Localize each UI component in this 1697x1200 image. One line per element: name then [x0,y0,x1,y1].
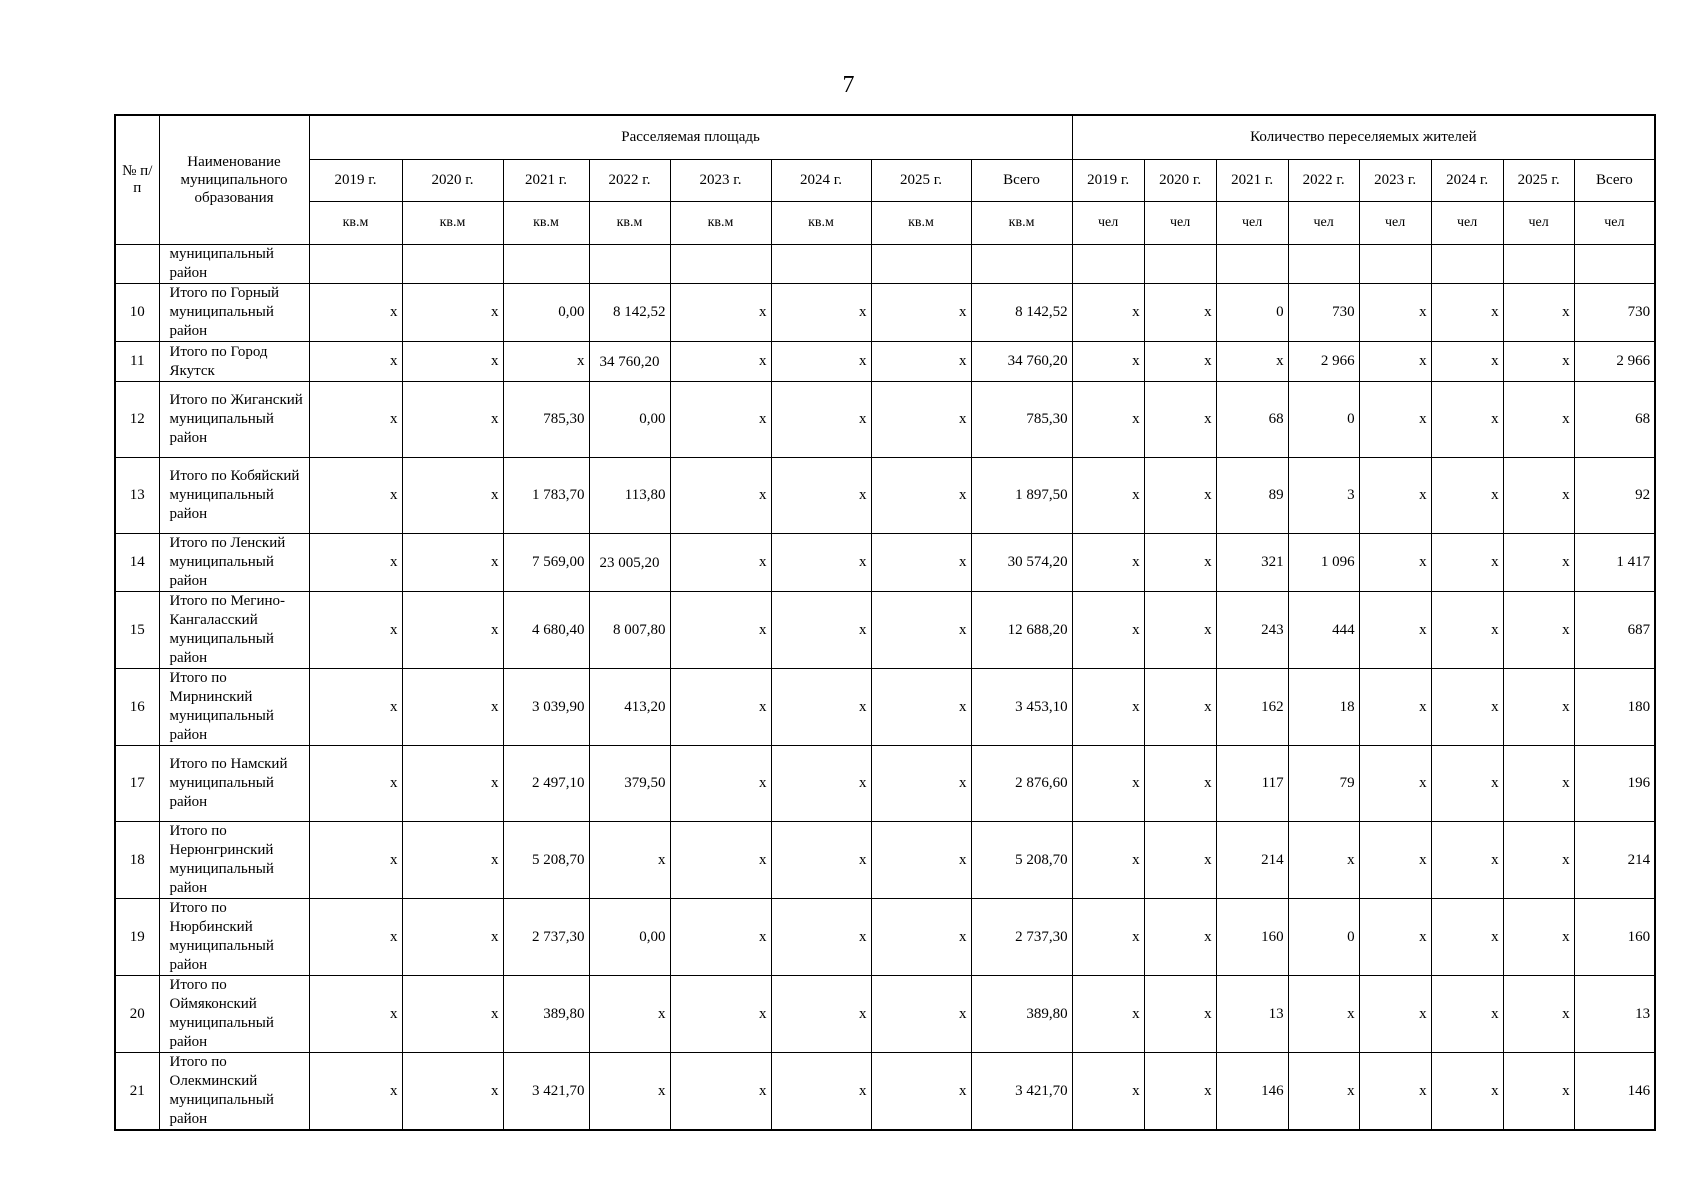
people-value-cell: x [1503,899,1574,976]
area-value-cell: 0,00 [589,382,670,458]
people-value-cell: x [1072,1053,1144,1131]
area-unit-header: кв.м [670,202,771,245]
area-value-cell: x [670,458,771,534]
row-number: 18 [115,822,159,899]
people-value-cell: 180 [1574,669,1655,746]
people-year-header: 2023 г. [1359,160,1431,202]
people-year-header: 2024 г. [1431,160,1503,202]
area-value-cell: 23 005,20 [589,534,670,592]
area-value-cell: 785,30 [971,382,1072,458]
municipality-name: Итого по Мегино-Кангаласский муниципальный район [159,592,309,669]
people-value-cell: 79 [1288,746,1359,822]
people-value-cell: x [1503,458,1574,534]
people-value-cell: 146 [1574,1053,1655,1131]
area-value-cell: 8 142,52 [589,284,670,342]
area-value-cell: x [402,669,503,746]
people-value-cell: 160 [1216,899,1288,976]
area-value-cell: x [589,1053,670,1131]
table-row [115,592,1655,669]
municipality-name: Итого по Ленский муниципальный район [159,534,309,592]
table-row [115,669,1655,746]
area-year-header: 2024 г. [771,160,871,202]
area-value-cell: 30 574,20 [971,534,1072,592]
area-value-cell: x [402,534,503,592]
people-value-cell: x [1144,746,1216,822]
people-value-cell: x [1359,382,1431,458]
people-value-cell: x [1144,342,1216,382]
area-value-cell: x [309,822,402,899]
people-value-cell: 117 [1216,746,1288,822]
people-value-cell: x [1144,899,1216,976]
area-value-cell: 5 208,70 [971,822,1072,899]
area-value-cell: 0,00 [589,899,670,976]
row-number: 17 [115,746,159,822]
people-unit-header: чел [1072,202,1144,245]
people-value-cell: 214 [1216,822,1288,899]
area-value-cell: x [670,976,771,1053]
row-number: 21 [115,1053,159,1131]
area-value-cell: 5 208,70 [503,822,589,899]
table-row [115,342,1655,382]
people-value-cell: x [1431,899,1503,976]
people-value-cell: 13 [1574,976,1655,1053]
people-value-cell: x [1359,1053,1431,1131]
people-value-cell: 92 [1574,458,1655,534]
area-value-cell: x [309,669,402,746]
people-value-cell: x [1359,669,1431,746]
people-value-cell: x [1431,342,1503,382]
area-value-cell: 4 680,40 [503,592,589,669]
area-value-cell [871,245,971,284]
people-value-cell: 214 [1574,822,1655,899]
row-number: 15 [115,592,159,669]
area-value-cell: x [670,899,771,976]
area-value-cell: 389,80 [971,976,1072,1053]
people-unit-header: чел [1359,202,1431,245]
people-value-cell [1359,245,1431,284]
people-value-cell: 444 [1288,592,1359,669]
area-unit-header: кв.м [971,202,1072,245]
area-value-cell: x [871,976,971,1053]
table-row [115,899,1655,976]
area-value-cell: 1 783,70 [503,458,589,534]
people-value-cell: x [1503,382,1574,458]
people-value-cell: 146 [1216,1053,1288,1131]
people-value-cell [1072,245,1144,284]
area-unit-header: кв.м [871,202,971,245]
people-value-cell: x [1359,284,1431,342]
area-value-cell: x [871,746,971,822]
people-value-cell: x [1503,976,1574,1053]
people-value-cell: 1 096 [1288,534,1359,592]
table-body [115,245,1655,1131]
area-value-cell: 2 497,10 [503,746,589,822]
area-year-header: 2021 г. [503,160,589,202]
people-value-cell: x [1144,284,1216,342]
table-row [115,976,1655,1053]
row-number: 13 [115,458,159,534]
people-value-cell: x [1072,342,1144,382]
area-value-cell: 785,30 [503,382,589,458]
people-value-cell: x [1072,899,1144,976]
area-value-cell: x [309,1053,402,1131]
area-value-cell: x [589,976,670,1053]
area-value-cell: x [670,592,771,669]
people-value-cell: x [1359,342,1431,382]
municipality-name: Итого по Нюрбинский муниципальный район [159,899,309,976]
people-value-cell: 3 [1288,458,1359,534]
area-value-cell: 3 453,10 [971,669,1072,746]
area-value-cell: x [771,382,871,458]
people-value-cell: 2 966 [1574,342,1655,382]
area-value-cell: 1 897,50 [971,458,1072,534]
area-value-cell [309,245,402,284]
people-value-cell: x [1144,382,1216,458]
people-value-cell: x [1503,342,1574,382]
people-value-cell: x [1359,746,1431,822]
area-value-cell: x [670,746,771,822]
municipality-name: муниципальный район [159,245,309,284]
people-value-cell: x [1072,382,1144,458]
people-value-cell: x [1288,1053,1359,1131]
people-value-cell: 687 [1574,592,1655,669]
area-value-cell [771,245,871,284]
area-value-cell: x [589,822,670,899]
people-year-header: 2025 г. [1503,160,1574,202]
row-number: 12 [115,382,159,458]
table-row [115,1053,1655,1131]
people-value-cell: x [1144,458,1216,534]
row-number: 19 [115,899,159,976]
row-number: 14 [115,534,159,592]
area-value-cell: x [309,284,402,342]
area-value-cell [589,245,670,284]
area-year-header: 2023 г. [670,160,771,202]
area-year-header: 2020 г. [402,160,503,202]
area-value-cell: x [670,669,771,746]
area-year-header: 2022 г. [589,160,670,202]
area-value-cell: x [670,534,771,592]
people-unit-header: чел [1431,202,1503,245]
area-value-cell: 413,20 [589,669,670,746]
area-value-cell: x [771,976,871,1053]
people-year-header: 2019 г. [1072,160,1144,202]
area-value-cell: x [670,284,771,342]
people-value-cell: 13 [1216,976,1288,1053]
table-row [115,382,1655,458]
people-value-cell: 68 [1216,382,1288,458]
area-value-cell: x [402,899,503,976]
people-value-cell: 2 966 [1288,342,1359,382]
people-value-cell: 18 [1288,669,1359,746]
area-value-cell: 0,00 [503,284,589,342]
people-value-cell: x [1359,822,1431,899]
num-header: № п/п [115,115,159,245]
people-year-header: 2021 г. [1216,160,1288,202]
area-unit-header: кв.м [589,202,670,245]
people-group-header: Количество переселяемых жителей [1072,115,1655,160]
area-value-cell: x [309,592,402,669]
people-value-cell: x [1072,746,1144,822]
people-value-cell: 68 [1574,382,1655,458]
area-value-cell: x [402,342,503,382]
people-value-cell: x [1288,822,1359,899]
people-value-cell: x [1503,534,1574,592]
people-value-cell: 321 [1216,534,1288,592]
people-value-cell: x [1431,746,1503,822]
area-value-cell: 12 688,20 [971,592,1072,669]
people-value-cell [1144,245,1216,284]
people-value-cell: x [1503,284,1574,342]
people-value-cell: x [1072,976,1144,1053]
area-value-cell: 34 760,20 [971,342,1072,382]
row-number: 10 [115,284,159,342]
area-value-cell: x [309,382,402,458]
table-row [115,284,1655,342]
people-value-cell: x [1359,899,1431,976]
table-header [115,115,1655,245]
people-value-cell: x [1503,1053,1574,1131]
name-header: Наименование муниципального образования [159,115,309,245]
area-unit-header: кв.м [309,202,402,245]
area-unit-header: кв.м [771,202,871,245]
people-value-cell: x [1072,669,1144,746]
area-value-cell: x [871,458,971,534]
municipality-name: Итого по Город Якутск [159,342,309,382]
row-number: 11 [115,342,159,382]
people-value-cell: x [1072,822,1144,899]
people-value-cell [1288,245,1359,284]
people-value-cell: 196 [1574,746,1655,822]
people-value-cell: x [1431,976,1503,1053]
people-value-cell: x [1431,382,1503,458]
area-value-cell: x [771,1053,871,1131]
area-value-cell: x [402,284,503,342]
area-value-cell: 379,50 [589,746,670,822]
area-value-cell: x [871,382,971,458]
people-value-cell: x [1431,284,1503,342]
area-value-cell: 7 569,00 [503,534,589,592]
people-value-cell: 0 [1288,899,1359,976]
area-value-cell: 8 142,52 [971,284,1072,342]
area-value-cell: x [871,669,971,746]
people-value-cell: x [1072,284,1144,342]
area-value-cell [402,245,503,284]
area-value-cell: x [871,284,971,342]
people-value-cell: x [1072,458,1144,534]
area-value-cell: 34 760,20 [589,342,670,382]
area-value-cell: 8 007,80 [589,592,670,669]
people-value-cell: x [1503,592,1574,669]
people-value-cell: 160 [1574,899,1655,976]
area-value-cell: 3 039,90 [503,669,589,746]
row-number: 16 [115,669,159,746]
people-value-cell: 730 [1288,284,1359,342]
area-unit-header: кв.м [402,202,503,245]
area-value-cell: x [871,822,971,899]
people-value-cell: x [1144,976,1216,1053]
people-value-cell: x [1144,822,1216,899]
unit-header-row [115,202,1655,245]
area-value-cell: 389,80 [503,976,589,1053]
area-value-cell: x [309,976,402,1053]
area-value-cell: x [771,822,871,899]
table-row [115,458,1655,534]
area-value-cell: x [771,669,871,746]
area-value-cell: x [771,458,871,534]
area-value-cell: x [871,534,971,592]
people-value-cell: x [1359,592,1431,669]
area-value-cell: x [402,1053,503,1131]
people-value-cell: x [1503,669,1574,746]
row-number [115,245,159,284]
area-value-cell: x [871,592,971,669]
people-value-cell: x [1216,342,1288,382]
area-value-cell: x [402,746,503,822]
people-unit-header: чел [1288,202,1359,245]
area-value-cell: 2 737,30 [971,899,1072,976]
people-value-cell: 89 [1216,458,1288,534]
people-value-cell: x [1503,746,1574,822]
area-value-cell: x [670,822,771,899]
people-value-cell [1216,245,1288,284]
area-value-cell: x [871,342,971,382]
people-value-cell: x [1431,458,1503,534]
area-value-cell: x [503,342,589,382]
table-row [115,534,1655,592]
people-value-cell [1431,245,1503,284]
area-value-cell: x [771,534,871,592]
table-row [115,746,1655,822]
people-value-cell: x [1431,534,1503,592]
page-number: 7 [842,72,855,98]
area-value-cell: x [670,342,771,382]
people-value-cell [1503,245,1574,284]
people-unit-header: чел [1574,202,1655,245]
year-header-row [115,160,1655,202]
area-value-cell: x [771,284,871,342]
people-unit-header: чел [1216,202,1288,245]
people-value-cell: x [1503,822,1574,899]
area-value-cell: x [309,342,402,382]
municipality-name: Итого по Оймяконский муниципальный район [159,976,309,1053]
area-value-cell: x [402,382,503,458]
people-year-header: Всего [1574,160,1655,202]
area-value-cell: x [402,592,503,669]
area-value-cell: x [771,592,871,669]
municipality-name: Итого по Жиганский муниципальный район [159,382,309,458]
municipality-name: Итого по Мирнинский муниципальный район [159,669,309,746]
people-value-cell: x [1359,534,1431,592]
people-value-cell: x [1288,976,1359,1053]
area-year-header: Всего [971,160,1072,202]
municipality-name: Итого по Горный муниципальный район [159,284,309,342]
people-unit-header: чел [1144,202,1216,245]
area-value-cell: 3 421,70 [971,1053,1072,1131]
area-value-cell: x [402,822,503,899]
area-value-cell: x [771,342,871,382]
area-value-cell: x [670,1053,771,1131]
area-value-cell: x [309,899,402,976]
area-value-cell: 2 737,30 [503,899,589,976]
people-value-cell: x [1144,534,1216,592]
municipality-name: Итого по Намский муниципальный район [159,746,309,822]
people-value-cell: x [1144,1053,1216,1131]
people-value-cell: x [1144,592,1216,669]
row-number: 20 [115,976,159,1053]
people-year-header: 2022 г. [1288,160,1359,202]
people-value-cell [1574,245,1655,284]
area-value-cell: x [309,746,402,822]
area-value-cell: x [771,899,871,976]
area-unit-header: кв.м [503,202,589,245]
people-value-cell: 0 [1288,382,1359,458]
municipality-name: Итого по Кобяйский муниципальный район [159,458,309,534]
area-value-cell [503,245,589,284]
area-value-cell: 113,80 [589,458,670,534]
area-value-cell: 2 876,60 [971,746,1072,822]
area-year-header: 2025 г. [871,160,971,202]
area-value-cell: x [771,746,871,822]
area-group-header: Расселяемая площадь [309,115,1072,160]
area-value-cell: 3 421,70 [503,1053,589,1131]
people-value-cell: x [1359,458,1431,534]
people-value-cell: x [1431,592,1503,669]
people-year-header: 2020 г. [1144,160,1216,202]
municipality-name: Итого по Олекминский муниципальный район [159,1053,309,1131]
table-row [115,245,1655,284]
area-value-cell: x [871,899,971,976]
people-value-cell: x [1431,1053,1503,1131]
area-value-cell: x [402,458,503,534]
area-value-cell: x [309,458,402,534]
people-value-cell: 162 [1216,669,1288,746]
area-value-cell: x [871,1053,971,1131]
people-value-cell: 730 [1574,284,1655,342]
people-value-cell: x [1431,669,1503,746]
area-value-cell: x [309,534,402,592]
area-value-cell: x [670,382,771,458]
people-value-cell: x [1072,534,1144,592]
table-row [115,822,1655,899]
people-value-cell: 0 [1216,284,1288,342]
area-value-cell [971,245,1072,284]
people-value-cell: x [1144,669,1216,746]
municipality-name: Итого по Нерюнгринский муниципальный район [159,822,309,899]
resettlement-table [114,114,1656,1131]
people-unit-header: чел [1503,202,1574,245]
people-value-cell: x [1359,976,1431,1053]
people-value-cell: 243 [1216,592,1288,669]
area-year-header: 2019 г. [309,160,402,202]
area-value-cell: x [402,976,503,1053]
people-value-cell: x [1431,822,1503,899]
people-value-cell: x [1072,592,1144,669]
people-value-cell: 1 417 [1574,534,1655,592]
area-value-cell [670,245,771,284]
